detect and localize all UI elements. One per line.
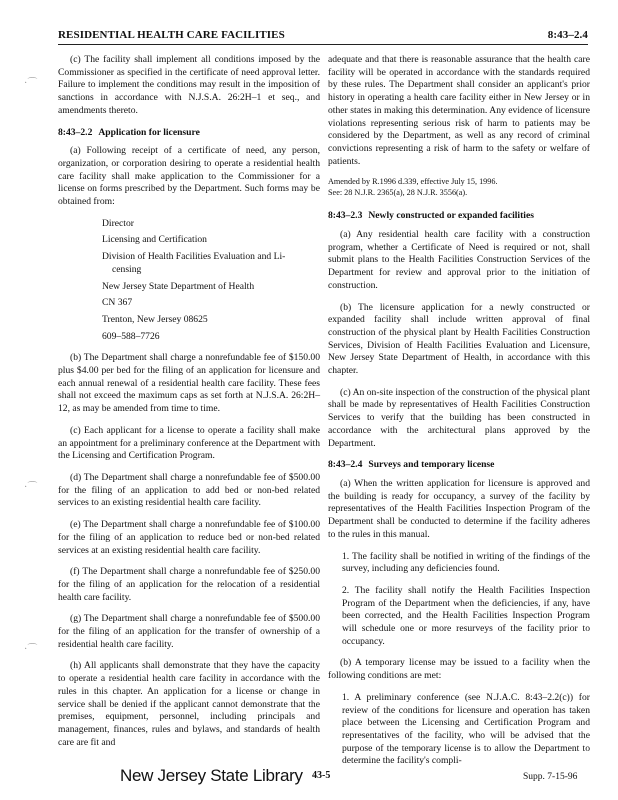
paragraph-2-2a: (a) Following receipt of a certificate of need, any person, organization, or corporation desiring to operate a residential health care facility shall make application to the Commissioner for a license on forms prescribed by the Department. Such forms may be obtained from: <box>58 145 320 208</box>
section-title: Surveys and temporary license <box>368 459 495 471</box>
section-title: Application for licensure <box>98 126 200 138</box>
right-column <box>328 54 590 777</box>
page-number: 43-5 <box>312 770 331 781</box>
section-heading-2-2 <box>58 127 320 140</box>
address-line: Trenton, New Jersey 08625 <box>102 313 208 325</box>
section-number: 8:43–2.3 <box>328 210 363 222</box>
section-title: Newly constructed or expanded facilities <box>368 210 534 222</box>
header-title: RESIDENTIAL HEALTH CARE FACILITIES <box>58 29 285 41</box>
scan-margin-mark: ·⌒ <box>24 644 38 655</box>
page-footer <box>0 768 618 792</box>
citation-line: Amended by R.1996 d.339, effective July 15, 1996. <box>328 177 498 187</box>
address-line: Director <box>102 217 134 229</box>
supplement-date: Supp. 7-15-96 <box>523 772 578 782</box>
address-line: New Jersey State Department of Health <box>102 280 255 292</box>
paragraph-2-3c: (c) An on-site inspection of the construction of the physical plant shall be made by representatives of Health Facilities Construction Services to verify that the building has been constructed in accordance with the architectural plans approved by the Department. <box>328 386 590 449</box>
paragraph-2-3b: (b) The licensure application for a newly constructed or expanded facility shall include written approval of final construction of the physical plant by Health Facilities Construction Services, Division of Health Facilities Evaluation and Licensure, New Jersey State Department of Health, in accordance with this chapter. <box>328 301 590 377</box>
address-line-part: Division of Health Facilities Evaluation and Li- <box>102 251 286 263</box>
address-phone: 609–588–7726 <box>102 330 160 342</box>
paragraph-2-3a: (a) Any residential health care facility with a construction program, whether a Certificate of Need is required or not, shall submit plans to the Health Facilities Construction Services of the Department for review and approval prior to the initiation of construction. <box>328 229 590 291</box>
section-heading-2-4 <box>328 459 590 472</box>
section-heading-2-3 <box>328 210 590 223</box>
paragraph-2-2g: (g) The Department shall charge a nonrefundable fee of $500.00 for the filing of an application for the transfer of ownership of a residential health care facility. <box>58 613 320 650</box>
running-header <box>58 24 588 45</box>
paragraph-2-4a-2: 2. The facility shall notify the Health Facilities Inspection Program of the Department when the deficiencies, if any, have been corrected, and the Health Facilities Inspection Program will schedule one or more resurveys of the facility prior to occupancy. <box>342 584 590 647</box>
address-line-continuation: censing <box>112 263 142 275</box>
paragraph-2-2f: (f) The Department shall charge a nonrefundable fee of $250.00 for the filing of an application for the relocation of a residential health care facility. <box>58 566 320 603</box>
amendment-citation <box>328 177 590 198</box>
mailing-address <box>58 218 320 344</box>
citation-line: See: 28 N.J.R. 2365(a), 28 N.J.R. 3556(a). <box>328 187 468 197</box>
paragraph-2-2e: (e) The Department shall charge a nonrefundable fee of $100.00 for the filing of an application to reduce bed or non-bed related services at an existing residential health care facility. <box>58 519 320 556</box>
address-line: CN 367 <box>102 297 133 309</box>
scan-margin-mark: ·⌒ <box>24 78 38 89</box>
paragraph-2-4b: (b) A temporary license may be issued to a facility when the following conditions are met: <box>328 657 590 682</box>
paragraph-2-4b-1: 1. A preliminary conference (see N.J.A.C. 8:43–2.2(c)) for review of the conditions for licensure and operation has taken place between the Licensing and Certification Program and representatives of the facility, who will be advised that the purpose of the temporary license is to allow the Department to determine the facility's compli- <box>342 691 590 767</box>
paragraph-2-2d: (d) The Department shall charge a nonrefundable fee of $500.00 for the filing of an application to add bed or non-bed related services to an existing residential health care facility. <box>58 471 320 509</box>
paragraph-2-2b: (b) The Department shall charge a nonrefundable fee of $150.00 plus $4.00 per bed for the filing of an application for licensure and each annual renewal of a residential health care facility. These fees shall not exceed the maximum caps as set forth at N.J.S.A. 26:2H–12, as may be amended from time to time. <box>58 352 320 415</box>
address-line: Licensing and Certification <box>102 234 207 246</box>
section-number: 8:43–2.2 <box>58 126 93 138</box>
paragraph-2-2h-continued: adequate and that there is reasonable assurance that the health care facility will be operated in accordance with the standards required by these rules. The Department shall consider an applicant's prior history in operating a health care facility either in New Jersey or in other states in making this determination. Any evidence of licensure violations representing serious risk of harm to patients may be considered by the Department, as well as any record of criminal convictions representing a risk of harm to the safety or welfare of patients. <box>328 54 590 167</box>
address-line <box>102 251 320 276</box>
scan-margin-mark: ·⌒ <box>24 482 38 493</box>
library-stamp: New Jersey State Library <box>120 766 303 785</box>
paragraph-2-2h: (h) All applicants shall demonstrate that they have the capacity to operate a residential health care facility in accordance with the rules in this chapter. An application for a license or change in service shall be denied if the applicant cannot demonstrate that the premises, equipment, personnel, including principals and management, finances, rules and bylaws, and standards of health care are fit and <box>58 660 320 748</box>
paragraph-2-2c: (c) Each applicant for a license to operate a facility shall make an appointment for a preliminary conference at the Department with the Licensing and Certification Program. <box>58 424 320 462</box>
paragraph-2-1c: (c) The facility shall implement all conditions imposed by the Commissioner as specified in the certificate of need approval letter. Failure to implement the conditions may result in the imposition of sanctions in accordance with N.J.S.A. 26:2H–1 et seq., and amendments thereto. <box>58 54 320 116</box>
paragraph-2-4a-1: 1. The facility shall be notified in writing of the findings of the survey, including any deficiencies found. <box>342 550 590 575</box>
header-section-number: 8:43–2.4 <box>547 29 588 41</box>
paragraph-2-4a: (a) When the written application for licensure is approved and the building is ready for occupancy, a survey of the facility by representatives of the Health Facilities Inspection Program of the Department shall be conducted to determine if the facility adheres to the rules in this manual. <box>328 477 590 540</box>
section-number: 8:43–2.4 <box>328 459 363 471</box>
left-column <box>58 54 320 758</box>
